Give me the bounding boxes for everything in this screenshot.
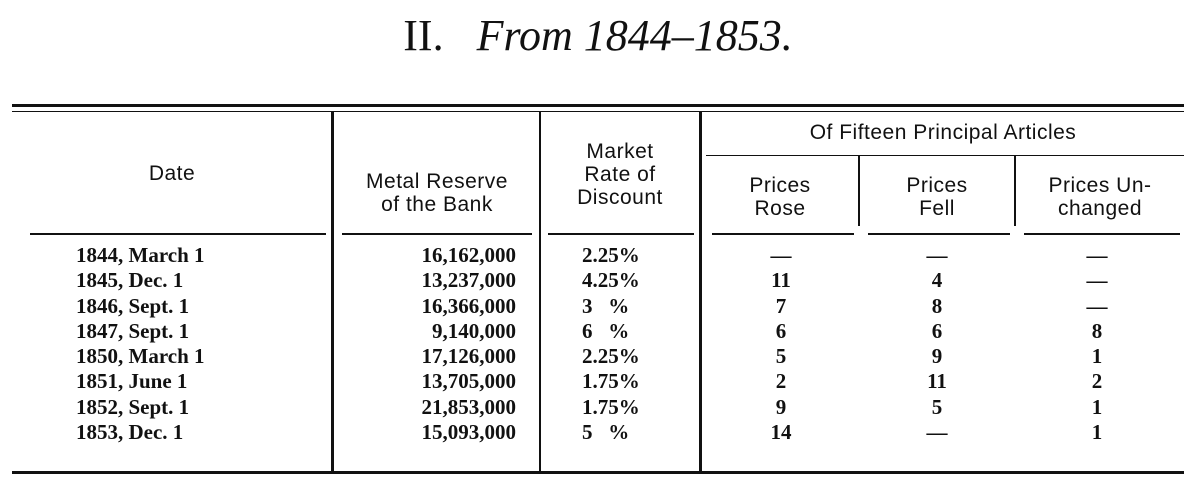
cell-metal-reserve: 15,093,000 xyxy=(421,420,516,445)
header-metal-reserve-line-1: Metal Reserve xyxy=(366,170,508,193)
column-divider-3 xyxy=(699,112,702,471)
cell-date: 1845, Dec. 1 xyxy=(76,268,184,293)
cell-discount: 1.75% xyxy=(582,369,640,394)
cell-prices-fell: 9 xyxy=(931,344,943,369)
prices-fell-column xyxy=(862,243,1012,445)
prices-rose-column xyxy=(706,243,856,445)
cell-prices-rose: 14 xyxy=(770,420,792,445)
cell-prices-unchanged: 8 xyxy=(1091,318,1103,343)
date-column xyxy=(76,243,326,445)
cell-prices-fell: 6 xyxy=(931,318,943,343)
cell-metal-reserve: 16,162,000 xyxy=(421,243,516,267)
cell-discount: 2.25% xyxy=(582,344,640,369)
header-discount-line-2: Rate of xyxy=(584,163,656,186)
prices-unchanged-column xyxy=(1022,243,1172,445)
title-numeral: II. xyxy=(403,11,444,60)
header-prices-fell-line-2: Fell xyxy=(919,197,955,220)
cell-prices-fell: 5 xyxy=(931,394,943,419)
header-underline-fell xyxy=(868,233,1010,235)
cell-prices-rose: 6 xyxy=(775,318,787,343)
discount-column xyxy=(582,243,692,445)
cell-date: 1850, March 1 xyxy=(76,344,205,369)
cell-discount: 4.25% xyxy=(582,268,640,293)
header-prices-unchanged xyxy=(1016,174,1184,220)
cell-metal-reserve: 13,237,000 xyxy=(421,268,516,293)
cell-metal-reserve: 13,705,000 xyxy=(421,369,516,394)
table-title xyxy=(0,8,1196,64)
header-underline-date xyxy=(30,233,326,235)
cell-date: 1844, March 1 xyxy=(76,243,205,267)
cell-date: 1851, June 1 xyxy=(76,369,188,394)
cell-date: 1847, Sept. 1 xyxy=(76,318,190,343)
header-prices-unchanged-line-1: Prices Un- xyxy=(1048,174,1152,197)
cell-prices-rose: 9 xyxy=(775,394,787,419)
cell-prices-unchanged: — xyxy=(1086,268,1108,293)
cell-discount: 1.75% xyxy=(582,394,640,419)
top-double-rule-upper xyxy=(12,104,1184,107)
header-metal-reserve xyxy=(334,170,540,216)
header-underline-unchanged xyxy=(1024,233,1180,235)
header-prices-fell-line-1: Prices xyxy=(906,174,968,197)
top-double-rule-lower xyxy=(12,111,1184,112)
cell-metal-reserve: 16,366,000 xyxy=(421,293,516,318)
cell-prices-unchanged: 1 xyxy=(1091,420,1103,445)
cell-prices-unchanged: — xyxy=(1086,293,1108,318)
header-discount-line-1: Market xyxy=(586,140,654,163)
cell-discount: 6 % xyxy=(582,318,630,343)
cell-date: 1852, Sept. 1 xyxy=(76,394,190,419)
header-prices-rose-line-2: Rose xyxy=(754,197,806,220)
header-group xyxy=(702,121,1184,144)
cell-prices-unchanged: 1 xyxy=(1091,394,1103,419)
cell-prices-rose: 7 xyxy=(775,293,787,318)
header-discount xyxy=(541,140,699,209)
group-header-rule xyxy=(706,155,1184,156)
cell-date: 1853, Dec. 1 xyxy=(76,420,184,445)
cell-discount: 3 % xyxy=(582,293,630,318)
cell-prices-rose: 11 xyxy=(771,268,791,293)
header-prices-rose-line-1: Prices xyxy=(749,174,811,197)
title-year-range: From 1844–1853. xyxy=(476,11,793,60)
header-prices-unchanged-line-2: changed xyxy=(1057,197,1143,220)
header-group-label: Of Fifteen Principal Articles xyxy=(809,121,1077,144)
cell-prices-unchanged: 2 xyxy=(1091,369,1103,394)
cell-prices-fell: 4 xyxy=(931,268,943,293)
cell-prices-fell: 8 xyxy=(931,293,943,318)
header-underline-rose xyxy=(712,233,854,235)
cell-discount: 5 % xyxy=(582,420,630,445)
cell-prices-fell: — xyxy=(926,243,948,267)
cell-metal-reserve: 17,126,000 xyxy=(421,344,516,369)
cell-prices-rose: 2 xyxy=(775,369,787,394)
header-prices-rose xyxy=(702,174,858,220)
cell-discount: 2.25% xyxy=(582,243,640,267)
header-metal-reserve-line-2: of the Bank xyxy=(381,193,493,216)
cell-metal-reserve: 21,853,000 xyxy=(421,394,516,419)
cell-prices-rose: — xyxy=(770,243,792,267)
cell-prices-unchanged: — xyxy=(1086,243,1108,267)
header-date xyxy=(12,162,332,185)
header-underline-reserve xyxy=(342,233,532,235)
header-prices-fell xyxy=(860,174,1014,220)
cell-date: 1846, Sept. 1 xyxy=(76,293,190,318)
header-underline-discount xyxy=(548,233,694,235)
cell-prices-unchanged: 1 xyxy=(1091,344,1103,369)
metal-reserve-column xyxy=(340,243,516,445)
header-discount-line-3: Discount xyxy=(577,186,663,209)
bottom-rule xyxy=(12,471,1184,474)
header-date-label: Date xyxy=(148,162,196,185)
cell-prices-fell: 11 xyxy=(927,369,947,394)
cell-metal-reserve: 9,140,000 xyxy=(432,318,516,343)
cell-prices-rose: 5 xyxy=(775,344,787,369)
cell-prices-fell: — xyxy=(926,420,948,445)
